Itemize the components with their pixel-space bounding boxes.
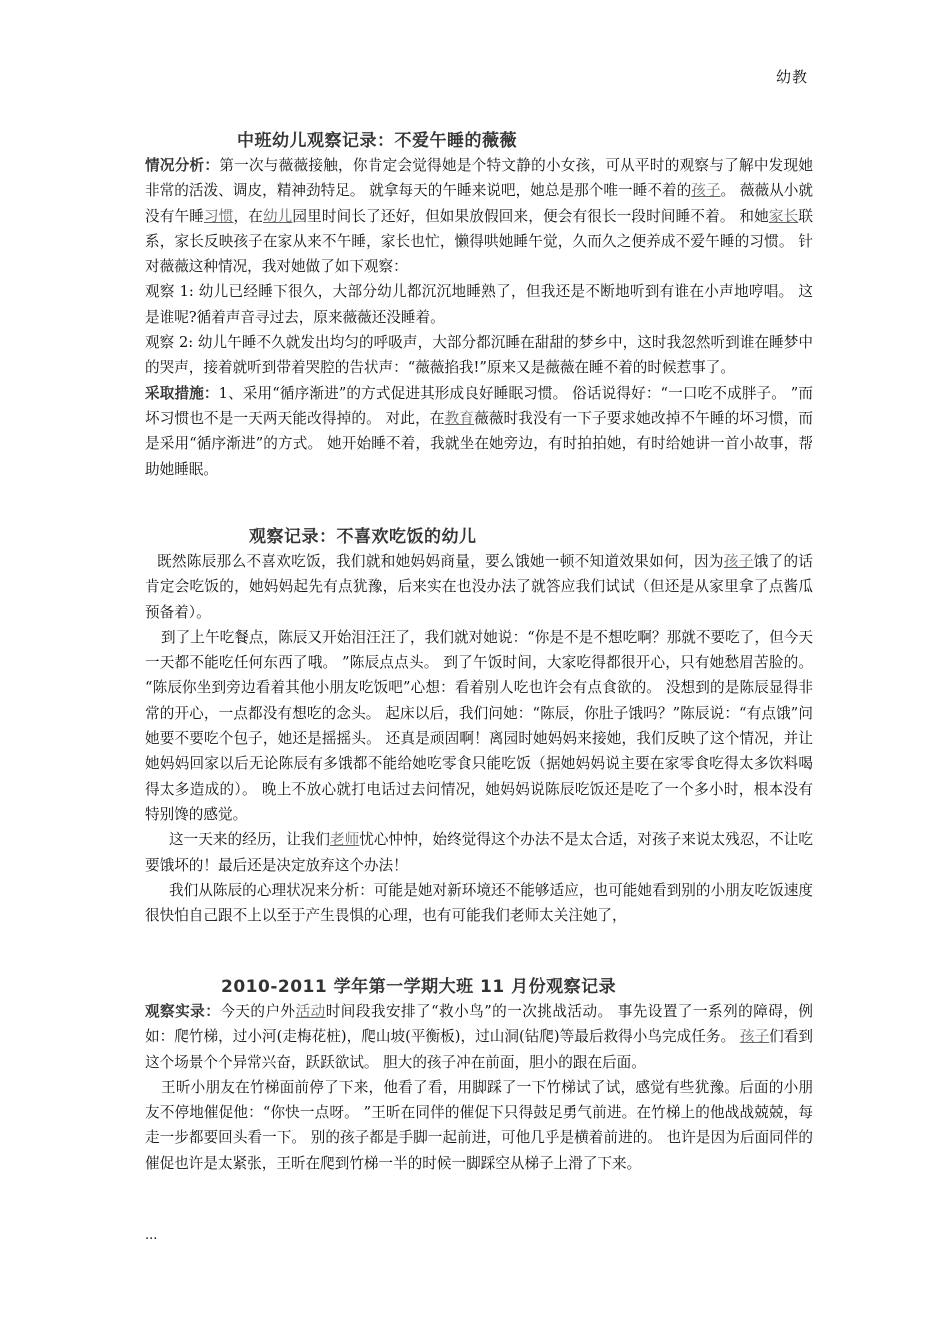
text-run: 们看到这个场景个个异常兴奋，跃跃欲试。 胆大的孩子冲在前面，胆小的跟在后面。 bbox=[145, 1028, 813, 1071]
section-title: 2010-2011 学年第一学期大班 11 月份观察记录 bbox=[221, 977, 617, 997]
link-children[interactable]: 孩子 bbox=[739, 1028, 770, 1046]
paragraph-lead: 采取措施： bbox=[145, 384, 219, 402]
text-run: 饿了的话肯定会吃饭的，她妈妈起先有点犹豫，后来实在也没办法了就答应我们试试（但还是从家里拿了点酱瓜预备着）。 bbox=[145, 553, 813, 621]
situation-analysis-paragraph bbox=[145, 153, 813, 279]
paragraph bbox=[145, 827, 813, 878]
text-run: 今天的户外 bbox=[220, 1003, 296, 1020]
header-tag: 幼教 bbox=[775, 68, 808, 86]
text-run: 这一天来的经历，让我们 bbox=[169, 831, 330, 849]
text-run: 园里时间长了还好，但如果放假回来，便会有很长一段时间睡不着。 和她 bbox=[292, 207, 769, 225]
link-activity[interactable]: 活动 bbox=[295, 1003, 326, 1020]
text-run: 联系，家长反映孩子在家从来不午睡，家长也忙，懒得哄她睡午觉，久而久之便养成不爱午睡的习惯。 针对薇薇这种情况，我对她做了如下观察： bbox=[145, 207, 813, 276]
section-november-record bbox=[145, 972, 813, 1176]
link-teacher[interactable]: 老师 bbox=[330, 831, 360, 849]
link-habit[interactable]: 习惯 bbox=[203, 207, 234, 225]
observation-record-paragraph bbox=[145, 999, 813, 1075]
text-run: 既然陈辰那么不喜欢吃饭，我们就和她妈妈商量，要么饿她一顿不知道效果如何，因为 bbox=[157, 553, 724, 570]
link-child[interactable]: 孩子 bbox=[723, 553, 754, 570]
paragraph: 到了上午吃餐点，陈辰又开始泪汪汪了，我们就对她说：“你是不是不想吃啊？那就不要吃了，但今天一天都不能吃任何东西了哦。 ”陈辰点点头。 到了午饭时间，大家吃得都很开心，只有她愁眉苦脸的。 “陈辰你坐到旁边看着其他小朋友吃饭吧”心想：看着别人吃也许会有点食欲的。 没想到的是陈辰显得非常的开心，一点都没有想吃的念头。 起床以后，我们问她：“陈辰，你肚子饿吗？”陈辰说：“有点饿”问她要不要吃个包子，她还是摇摇头。 还真是顽固啊！离园时她妈妈来接她，我们反映了这个情况，并让她妈妈回家以后无论陈辰有多饿都不能给她吃零食只能吃饭（据她妈妈说主要在家零食吃得太多饮料喝得太多造成的）。 晚上不放心就打电话过去问情况，她妈妈说陈辰吃饭还是吃了一个多小时，根本没有特别馋的感觉。 bbox=[145, 628, 813, 823]
observation-1-paragraph: 观察 1: 幼儿已经睡下很久，大部分幼儿都沉沉地睡熟了，但我还是不断地听到有谁在小声地哼唱。 这是谁呢?循着声音寻过去，原来薇薇还没睡着。 bbox=[145, 283, 813, 326]
link-child[interactable]: 孩子 bbox=[691, 182, 721, 200]
text-run: 1、采用“循序渐进”的方式促进其形成良好睡眠习惯。 俗话说得好：“一口吃不成胖子。 ”而坏习惯也不是一天两天能改得掉的。 对此，在 bbox=[145, 384, 813, 427]
paragraph-lead: 情况分析： bbox=[145, 157, 220, 174]
text-run: 。 薇薇从小就没有午睡 bbox=[145, 182, 813, 225]
text-run: 时间段我安排了“救小鸟”的一次挑战活动。 事先设置了一系列的障碍，例如：爬竹梯，过小河(走梅花桩)，爬山坡(平衡板)，过山洞(钻爬)等最后救得小鸟完成任务。 bbox=[145, 1003, 813, 1046]
observation-2-paragraph: 观察 2: 幼儿午睡不久就发出均匀的呼吸声，大部分都沉睡在甜甜的梦乡中，这时我忽然听到谁在睡梦中的哭声，接着就听到带着哭腔的告状声：“薇薇掐我!”原来又是薇薇在睡不着的时候惹事了。 bbox=[145, 334, 813, 377]
section-title: 观察记录：不喜欢吃饭的幼儿 bbox=[249, 527, 477, 547]
section-title: 中班幼儿观察记录：不爱午睡的薇薇 bbox=[237, 131, 517, 151]
paragraph: 王昕小朋友在竹梯面前停了下来，他看了看，用脚踩了一下竹梯试了试，感觉有些犹豫。后面的小朋友不停地催促他：“你快一点呀。 ”王昕在同伴的催促下只得鼓足勇气前进。在竹梯上的他战战兢兢，每走一步都要回头看一下。 别的孩子都是手脚一起前进，可他几乎是横着前进的。 也许是因为后面同伴的催促也许是太紧张，王昕在爬到竹梯一半的时候一脚踩空从梯子上滑了下来。 bbox=[145, 1078, 813, 1172]
link-parents[interactable]: 家长 bbox=[768, 207, 799, 225]
section-chenchen-eating bbox=[145, 522, 813, 928]
link-kindergarten[interactable]: 幼儿 bbox=[262, 207, 293, 225]
text-run: ，在 bbox=[233, 207, 263, 225]
paragraph: 我们从陈辰的心理状况来分析：可能是她对新环境还不能够适应，也可能她看到别的小朋友吃饭速度很快怕自己跟不上以至于产生畏惧的心理，也有可能我们老师太关注她了， bbox=[145, 881, 813, 925]
text-run: 忧心忡忡，始终觉得这个办法不是太合适，对孩子来说太残忍，不让吃要饿坏的！最后还是决定放弃这个办法！ bbox=[145, 831, 813, 874]
text-run: 薇薇时我没有一下子要求她改掉不午睡的坏习惯，而是采用“循序渐进”的方式。 她开始睡不着，我就坐在她旁边，有时拍拍她，有时给她讲一首小故事，帮助她睡眠。 bbox=[145, 409, 813, 478]
paragraph-lead: 观察实录： bbox=[145, 1003, 221, 1020]
text-run: 第一次与薇薇接触，你肯定会觉得她是个特文静的小女孩，可从平时的观察与了解中发现她非常的活泼、调皮，精神劲特足。 就拿每天的午睡来说吧，她总是那个唯一睡不着的 bbox=[145, 157, 813, 200]
paragraph bbox=[145, 549, 813, 625]
section-weiwei-nap bbox=[145, 126, 813, 482]
footer-ellipsis: ... bbox=[145, 1228, 158, 1243]
measures-paragraph bbox=[145, 381, 813, 482]
link-education[interactable]: 教育 bbox=[444, 409, 475, 427]
